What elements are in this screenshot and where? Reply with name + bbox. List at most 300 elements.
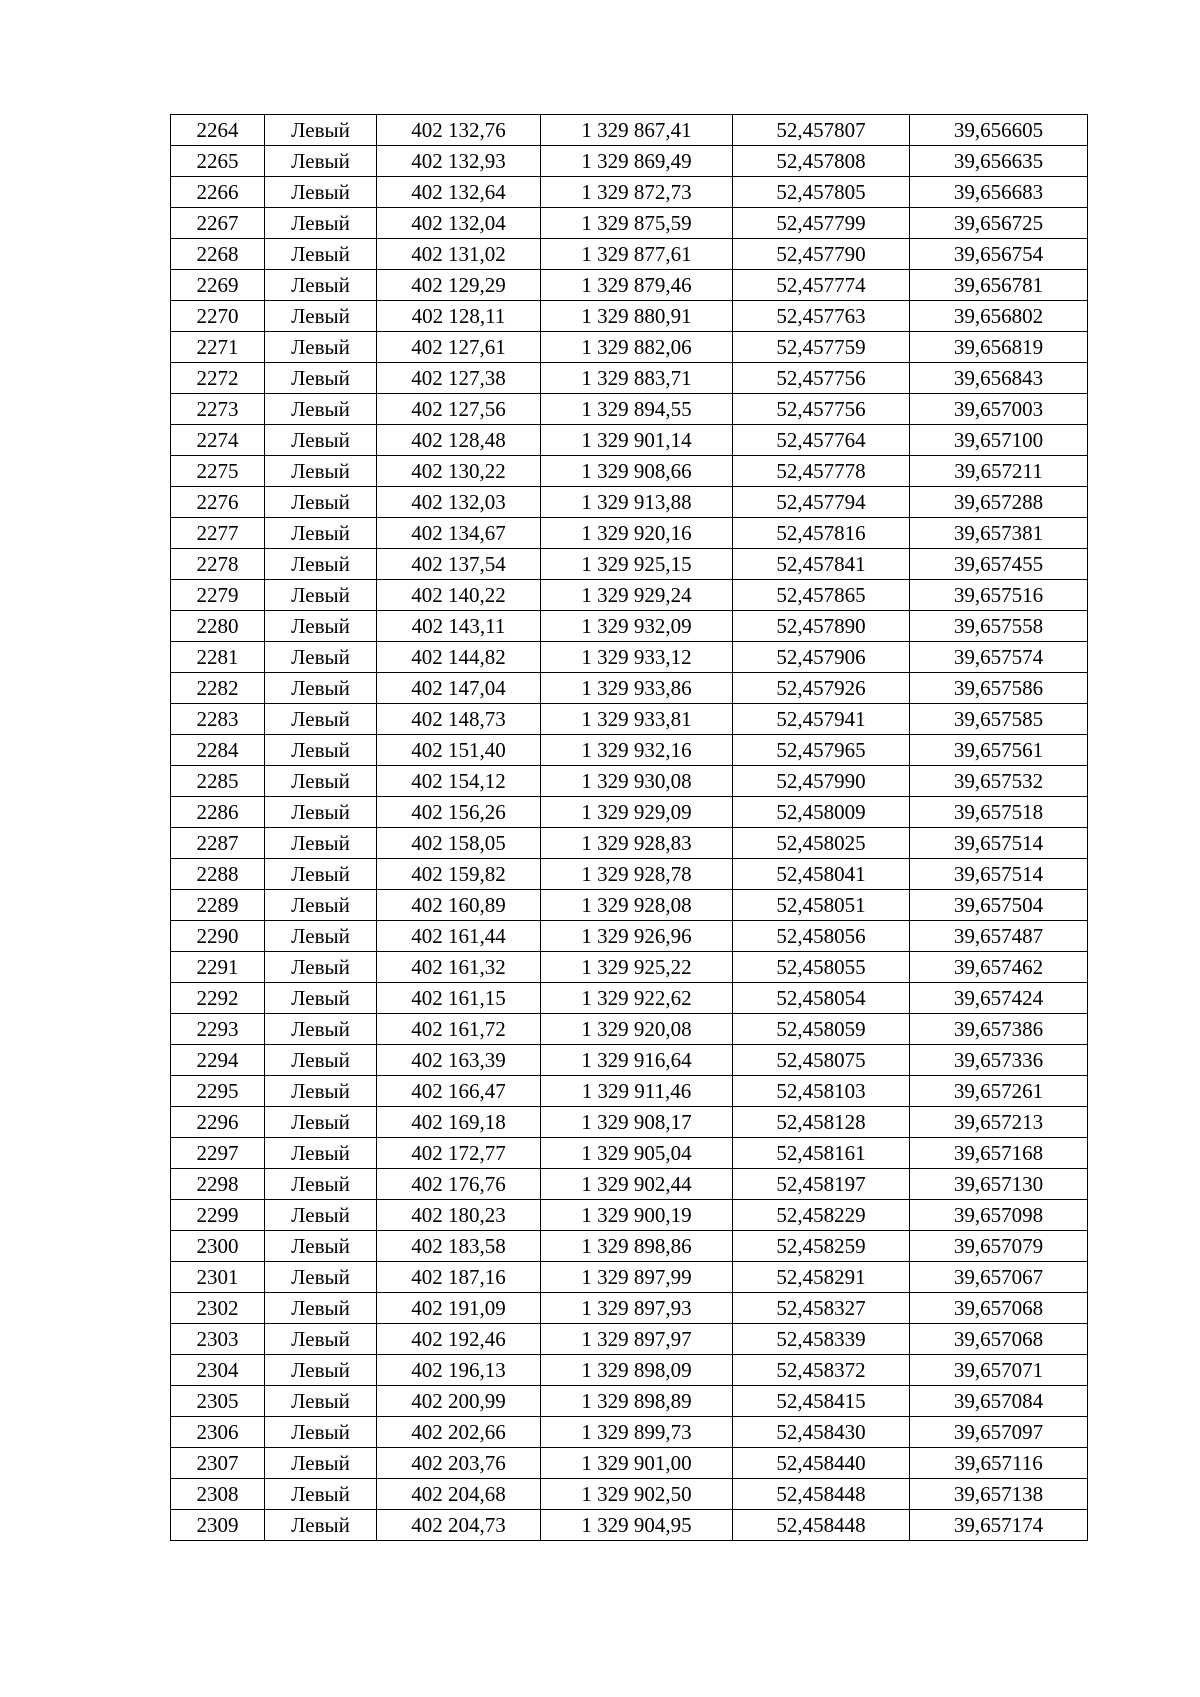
table-row — [171, 115, 1088, 146]
x-coordinate-cell: 402 147,04 — [377, 673, 541, 704]
point-number-cell: 2284 — [171, 735, 265, 766]
x-coordinate-cell: 402 127,61 — [377, 332, 541, 363]
point-number-cell: 2306 — [171, 1417, 265, 1448]
longitude-cell: 39,657003 — [910, 394, 1088, 425]
table-row — [171, 859, 1088, 890]
table-row — [171, 270, 1088, 301]
latitude-cell: 52,457774 — [733, 270, 910, 301]
latitude-cell: 52,458259 — [733, 1231, 910, 1262]
x-coordinate-cell: 402 132,93 — [377, 146, 541, 177]
y-coordinate-cell: 1 329 911,46 — [541, 1076, 733, 1107]
side-cell: Левый — [265, 1386, 377, 1417]
side-cell: Левый — [265, 797, 377, 828]
latitude-cell: 52,457808 — [733, 146, 910, 177]
longitude-cell: 39,657116 — [910, 1448, 1088, 1479]
y-coordinate-cell: 1 329 897,97 — [541, 1324, 733, 1355]
longitude-cell: 39,657585 — [910, 704, 1088, 735]
x-coordinate-cell: 402 130,22 — [377, 456, 541, 487]
latitude-cell: 52,457865 — [733, 580, 910, 611]
y-coordinate-cell: 1 329 916,64 — [541, 1045, 733, 1076]
side-cell: Левый — [265, 425, 377, 456]
longitude-cell: 39,657424 — [910, 983, 1088, 1014]
latitude-cell: 52,457764 — [733, 425, 910, 456]
y-coordinate-cell: 1 329 900,19 — [541, 1200, 733, 1231]
latitude-cell: 52,458448 — [733, 1510, 910, 1541]
table-row — [171, 1262, 1088, 1293]
y-coordinate-cell: 1 329 898,86 — [541, 1231, 733, 1262]
latitude-cell: 52,458128 — [733, 1107, 910, 1138]
side-cell: Левый — [265, 518, 377, 549]
latitude-cell: 52,458372 — [733, 1355, 910, 1386]
latitude-cell: 52,458197 — [733, 1169, 910, 1200]
x-coordinate-cell: 402 192,46 — [377, 1324, 541, 1355]
coordinates-table — [170, 114, 1088, 1541]
point-number-cell: 2278 — [171, 549, 265, 580]
longitude-cell: 39,656754 — [910, 239, 1088, 270]
side-cell: Левый — [265, 1510, 377, 1541]
y-coordinate-cell: 1 329 880,91 — [541, 301, 733, 332]
y-coordinate-cell: 1 329 928,78 — [541, 859, 733, 890]
side-cell: Левый — [265, 1355, 377, 1386]
longitude-cell: 39,657100 — [910, 425, 1088, 456]
point-number-cell: 2275 — [171, 456, 265, 487]
x-coordinate-cell: 402 176,76 — [377, 1169, 541, 1200]
longitude-cell: 39,657211 — [910, 456, 1088, 487]
longitude-cell: 39,657381 — [910, 518, 1088, 549]
x-coordinate-cell: 402 131,02 — [377, 239, 541, 270]
point-number-cell: 2293 — [171, 1014, 265, 1045]
table-row — [171, 766, 1088, 797]
side-cell: Левый — [265, 1417, 377, 1448]
side-cell: Левый — [265, 332, 377, 363]
latitude-cell: 52,457799 — [733, 208, 910, 239]
side-cell: Левый — [265, 208, 377, 239]
latitude-cell: 52,457941 — [733, 704, 910, 735]
y-coordinate-cell: 1 329 877,61 — [541, 239, 733, 270]
table-row — [171, 177, 1088, 208]
point-number-cell: 2267 — [171, 208, 265, 239]
point-number-cell: 2296 — [171, 1107, 265, 1138]
longitude-cell: 39,656635 — [910, 146, 1088, 177]
y-coordinate-cell: 1 329 897,99 — [541, 1262, 733, 1293]
y-coordinate-cell: 1 329 933,81 — [541, 704, 733, 735]
x-coordinate-cell: 402 143,11 — [377, 611, 541, 642]
table-row — [171, 1386, 1088, 1417]
x-coordinate-cell: 402 127,56 — [377, 394, 541, 425]
longitude-cell: 39,657518 — [910, 797, 1088, 828]
latitude-cell: 52,458440 — [733, 1448, 910, 1479]
latitude-cell: 52,458009 — [733, 797, 910, 828]
point-number-cell: 2301 — [171, 1262, 265, 1293]
longitude-cell: 39,657386 — [910, 1014, 1088, 1045]
y-coordinate-cell: 1 329 933,12 — [541, 642, 733, 673]
latitude-cell: 52,458229 — [733, 1200, 910, 1231]
point-number-cell: 2264 — [171, 115, 265, 146]
side-cell: Левый — [265, 1448, 377, 1479]
longitude-cell: 39,657168 — [910, 1138, 1088, 1169]
x-coordinate-cell: 402 159,82 — [377, 859, 541, 890]
x-coordinate-cell: 402 161,72 — [377, 1014, 541, 1045]
x-coordinate-cell: 402 183,58 — [377, 1231, 541, 1262]
latitude-cell: 52,458059 — [733, 1014, 910, 1045]
point-number-cell: 2288 — [171, 859, 265, 890]
y-coordinate-cell: 1 329 905,04 — [541, 1138, 733, 1169]
y-coordinate-cell: 1 329 922,62 — [541, 983, 733, 1014]
side-cell: Левый — [265, 394, 377, 425]
side-cell: Левый — [265, 580, 377, 611]
y-coordinate-cell: 1 329 929,24 — [541, 580, 733, 611]
y-coordinate-cell: 1 329 920,16 — [541, 518, 733, 549]
y-coordinate-cell: 1 329 904,95 — [541, 1510, 733, 1541]
table-row — [171, 611, 1088, 642]
y-coordinate-cell: 1 329 898,09 — [541, 1355, 733, 1386]
y-coordinate-cell: 1 329 925,15 — [541, 549, 733, 580]
side-cell: Левый — [265, 487, 377, 518]
y-coordinate-cell: 1 329 928,08 — [541, 890, 733, 921]
longitude-cell: 39,657561 — [910, 735, 1088, 766]
x-coordinate-cell: 402 134,67 — [377, 518, 541, 549]
y-coordinate-cell: 1 329 899,73 — [541, 1417, 733, 1448]
side-cell: Левый — [265, 301, 377, 332]
latitude-cell: 52,457816 — [733, 518, 910, 549]
table-row — [171, 363, 1088, 394]
longitude-cell: 39,657516 — [910, 580, 1088, 611]
y-coordinate-cell: 1 329 930,08 — [541, 766, 733, 797]
y-coordinate-cell: 1 329 872,73 — [541, 177, 733, 208]
side-cell: Левый — [265, 766, 377, 797]
table-row — [171, 1138, 1088, 1169]
side-cell: Левый — [265, 239, 377, 270]
side-cell: Левый — [265, 952, 377, 983]
x-coordinate-cell: 402 140,22 — [377, 580, 541, 611]
y-coordinate-cell: 1 329 879,46 — [541, 270, 733, 301]
x-coordinate-cell: 402 191,09 — [377, 1293, 541, 1324]
longitude-cell: 39,656843 — [910, 363, 1088, 394]
latitude-cell: 52,458041 — [733, 859, 910, 890]
x-coordinate-cell: 402 172,77 — [377, 1138, 541, 1169]
latitude-cell: 52,457990 — [733, 766, 910, 797]
latitude-cell: 52,457965 — [733, 735, 910, 766]
x-coordinate-cell: 402 161,15 — [377, 983, 541, 1014]
latitude-cell: 52,457759 — [733, 332, 910, 363]
longitude-cell: 39,657586 — [910, 673, 1088, 704]
longitude-cell: 39,657336 — [910, 1045, 1088, 1076]
x-coordinate-cell: 402 200,99 — [377, 1386, 541, 1417]
y-coordinate-cell: 1 329 913,88 — [541, 487, 733, 518]
x-coordinate-cell: 402 154,12 — [377, 766, 541, 797]
latitude-cell: 52,457778 — [733, 456, 910, 487]
side-cell: Левый — [265, 611, 377, 642]
point-number-cell: 2309 — [171, 1510, 265, 1541]
side-cell: Левый — [265, 890, 377, 921]
x-coordinate-cell: 402 161,32 — [377, 952, 541, 983]
point-number-cell: 2274 — [171, 425, 265, 456]
point-number-cell: 2295 — [171, 1076, 265, 1107]
point-number-cell: 2282 — [171, 673, 265, 704]
x-coordinate-cell: 402 158,05 — [377, 828, 541, 859]
latitude-cell: 52,458075 — [733, 1045, 910, 1076]
latitude-cell: 52,458327 — [733, 1293, 910, 1324]
y-coordinate-cell: 1 329 882,06 — [541, 332, 733, 363]
point-number-cell: 2281 — [171, 642, 265, 673]
latitude-cell: 52,457807 — [733, 115, 910, 146]
longitude-cell: 39,657487 — [910, 921, 1088, 952]
table-row — [171, 797, 1088, 828]
table-row — [171, 1510, 1088, 1541]
table-row — [171, 208, 1088, 239]
table-row — [171, 239, 1088, 270]
latitude-cell: 52,458055 — [733, 952, 910, 983]
x-coordinate-cell: 402 144,82 — [377, 642, 541, 673]
x-coordinate-cell: 402 160,89 — [377, 890, 541, 921]
x-coordinate-cell: 402 137,54 — [377, 549, 541, 580]
x-coordinate-cell: 402 180,23 — [377, 1200, 541, 1231]
side-cell: Левый — [265, 1231, 377, 1262]
point-number-cell: 2272 — [171, 363, 265, 394]
table-row — [171, 1231, 1088, 1262]
x-coordinate-cell: 402 128,11 — [377, 301, 541, 332]
table-row — [171, 146, 1088, 177]
table-row — [171, 301, 1088, 332]
table-row — [171, 828, 1088, 859]
side-cell: Левый — [265, 642, 377, 673]
table-row — [171, 1014, 1088, 1045]
longitude-cell: 39,657079 — [910, 1231, 1088, 1262]
x-coordinate-cell: 402 156,26 — [377, 797, 541, 828]
side-cell: Левый — [265, 673, 377, 704]
table-row — [171, 1200, 1088, 1231]
side-cell: Левый — [265, 1014, 377, 1045]
x-coordinate-cell: 402 132,04 — [377, 208, 541, 239]
point-number-cell: 2289 — [171, 890, 265, 921]
point-number-cell: 2269 — [171, 270, 265, 301]
table-row — [171, 1076, 1088, 1107]
table-row — [171, 642, 1088, 673]
side-cell: Левый — [265, 363, 377, 394]
latitude-cell: 52,457756 — [733, 363, 910, 394]
point-number-cell: 2290 — [171, 921, 265, 952]
longitude-cell: 39,657097 — [910, 1417, 1088, 1448]
y-coordinate-cell: 1 329 926,96 — [541, 921, 733, 952]
longitude-cell: 39,657068 — [910, 1324, 1088, 1355]
side-cell: Левый — [265, 1262, 377, 1293]
latitude-cell: 52,458291 — [733, 1262, 910, 1293]
table-row — [171, 1355, 1088, 1386]
table-row — [171, 921, 1088, 952]
table-row — [171, 704, 1088, 735]
side-cell: Левый — [265, 921, 377, 952]
longitude-cell: 39,657455 — [910, 549, 1088, 580]
latitude-cell: 52,458339 — [733, 1324, 910, 1355]
side-cell: Левый — [265, 828, 377, 859]
table-row — [171, 673, 1088, 704]
y-coordinate-cell: 1 329 908,66 — [541, 456, 733, 487]
x-coordinate-cell: 402 127,38 — [377, 363, 541, 394]
point-number-cell: 2286 — [171, 797, 265, 828]
table-row — [171, 952, 1088, 983]
longitude-cell: 39,656781 — [910, 270, 1088, 301]
y-coordinate-cell: 1 329 933,86 — [541, 673, 733, 704]
point-number-cell: 2285 — [171, 766, 265, 797]
point-number-cell: 2308 — [171, 1479, 265, 1510]
latitude-cell: 52,458025 — [733, 828, 910, 859]
x-coordinate-cell: 402 203,76 — [377, 1448, 541, 1479]
y-coordinate-cell: 1 329 932,09 — [541, 611, 733, 642]
longitude-cell: 39,657084 — [910, 1386, 1088, 1417]
y-coordinate-cell: 1 329 897,93 — [541, 1293, 733, 1324]
latitude-cell: 52,457763 — [733, 301, 910, 332]
side-cell: Левый — [265, 270, 377, 301]
longitude-cell: 39,657532 — [910, 766, 1088, 797]
x-coordinate-cell: 402 202,66 — [377, 1417, 541, 1448]
point-number-cell: 2304 — [171, 1355, 265, 1386]
table-row — [171, 1107, 1088, 1138]
longitude-cell: 39,656802 — [910, 301, 1088, 332]
point-number-cell: 2279 — [171, 580, 265, 611]
x-coordinate-cell: 402 163,39 — [377, 1045, 541, 1076]
side-cell: Левый — [265, 1293, 377, 1324]
y-coordinate-cell: 1 329 883,71 — [541, 363, 733, 394]
x-coordinate-cell: 402 148,73 — [377, 704, 541, 735]
x-coordinate-cell: 402 196,13 — [377, 1355, 541, 1386]
side-cell: Левый — [265, 177, 377, 208]
longitude-cell: 39,657138 — [910, 1479, 1088, 1510]
point-number-cell: 2283 — [171, 704, 265, 735]
table-row — [171, 487, 1088, 518]
table-row — [171, 1417, 1088, 1448]
table-row — [171, 1479, 1088, 1510]
side-cell: Левый — [265, 1045, 377, 1076]
y-coordinate-cell: 1 329 932,16 — [541, 735, 733, 766]
latitude-cell: 52,457890 — [733, 611, 910, 642]
x-coordinate-cell: 402 161,44 — [377, 921, 541, 952]
point-number-cell: 2277 — [171, 518, 265, 549]
point-number-cell: 2271 — [171, 332, 265, 363]
latitude-cell: 52,457841 — [733, 549, 910, 580]
latitude-cell: 52,458430 — [733, 1417, 910, 1448]
x-coordinate-cell: 402 128,48 — [377, 425, 541, 456]
table-row — [171, 1045, 1088, 1076]
latitude-cell: 52,457794 — [733, 487, 910, 518]
x-coordinate-cell: 402 204,73 — [377, 1510, 541, 1541]
table-row — [171, 580, 1088, 611]
longitude-cell: 39,657130 — [910, 1169, 1088, 1200]
point-number-cell: 2266 — [171, 177, 265, 208]
latitude-cell: 52,457790 — [733, 239, 910, 270]
longitude-cell: 39,657098 — [910, 1200, 1088, 1231]
table-row — [171, 332, 1088, 363]
y-coordinate-cell: 1 329 867,41 — [541, 115, 733, 146]
point-number-cell: 2298 — [171, 1169, 265, 1200]
latitude-cell: 52,457805 — [733, 177, 910, 208]
table-row — [171, 394, 1088, 425]
latitude-cell: 52,458415 — [733, 1386, 910, 1417]
longitude-cell: 39,657174 — [910, 1510, 1088, 1541]
table-row — [171, 735, 1088, 766]
latitude-cell: 52,458103 — [733, 1076, 910, 1107]
latitude-cell: 52,458448 — [733, 1479, 910, 1510]
table-row — [171, 983, 1088, 1014]
side-cell: Левый — [265, 1479, 377, 1510]
longitude-cell: 39,657067 — [910, 1262, 1088, 1293]
side-cell: Левый — [265, 549, 377, 580]
x-coordinate-cell: 402 132,64 — [377, 177, 541, 208]
point-number-cell: 2307 — [171, 1448, 265, 1479]
latitude-cell: 52,457906 — [733, 642, 910, 673]
point-number-cell: 2270 — [171, 301, 265, 332]
point-number-cell: 2303 — [171, 1324, 265, 1355]
y-coordinate-cell: 1 329 902,44 — [541, 1169, 733, 1200]
y-coordinate-cell: 1 329 902,50 — [541, 1479, 733, 1510]
table-row — [171, 549, 1088, 580]
y-coordinate-cell: 1 329 929,09 — [541, 797, 733, 828]
y-coordinate-cell: 1 329 901,00 — [541, 1448, 733, 1479]
point-number-cell: 2300 — [171, 1231, 265, 1262]
x-coordinate-cell: 402 132,76 — [377, 115, 541, 146]
point-number-cell: 2297 — [171, 1138, 265, 1169]
side-cell: Левый — [265, 146, 377, 177]
side-cell: Левый — [265, 1138, 377, 1169]
point-number-cell: 2265 — [171, 146, 265, 177]
point-number-cell: 2294 — [171, 1045, 265, 1076]
y-coordinate-cell: 1 329 894,55 — [541, 394, 733, 425]
table-row — [171, 890, 1088, 921]
longitude-cell: 39,657068 — [910, 1293, 1088, 1324]
longitude-cell: 39,657288 — [910, 487, 1088, 518]
longitude-cell: 39,657514 — [910, 859, 1088, 890]
point-number-cell: 2273 — [171, 394, 265, 425]
longitude-cell: 39,657261 — [910, 1076, 1088, 1107]
point-number-cell: 2291 — [171, 952, 265, 983]
y-coordinate-cell: 1 329 875,59 — [541, 208, 733, 239]
latitude-cell: 52,457926 — [733, 673, 910, 704]
y-coordinate-cell: 1 329 869,49 — [541, 146, 733, 177]
longitude-cell: 39,657071 — [910, 1355, 1088, 1386]
side-cell: Левый — [265, 983, 377, 1014]
x-coordinate-cell: 402 187,16 — [377, 1262, 541, 1293]
longitude-cell: 39,657558 — [910, 611, 1088, 642]
longitude-cell: 39,657504 — [910, 890, 1088, 921]
side-cell: Левый — [265, 1107, 377, 1138]
latitude-cell: 52,458056 — [733, 921, 910, 952]
longitude-cell: 39,657574 — [910, 642, 1088, 673]
x-coordinate-cell: 402 169,18 — [377, 1107, 541, 1138]
side-cell: Левый — [265, 1324, 377, 1355]
table-row — [171, 1293, 1088, 1324]
table-row — [171, 518, 1088, 549]
y-coordinate-cell: 1 329 920,08 — [541, 1014, 733, 1045]
y-coordinate-cell: 1 329 898,89 — [541, 1386, 733, 1417]
latitude-cell: 52,457756 — [733, 394, 910, 425]
longitude-cell: 39,656683 — [910, 177, 1088, 208]
longitude-cell: 39,657514 — [910, 828, 1088, 859]
side-cell: Левый — [265, 456, 377, 487]
longitude-cell: 39,656605 — [910, 115, 1088, 146]
table-row — [171, 1448, 1088, 1479]
point-number-cell: 2292 — [171, 983, 265, 1014]
side-cell: Левый — [265, 1169, 377, 1200]
table-row — [171, 456, 1088, 487]
x-coordinate-cell: 402 204,68 — [377, 1479, 541, 1510]
side-cell: Левый — [265, 859, 377, 890]
x-coordinate-cell: 402 166,47 — [377, 1076, 541, 1107]
y-coordinate-cell: 1 329 925,22 — [541, 952, 733, 983]
latitude-cell: 52,458051 — [733, 890, 910, 921]
point-number-cell: 2302 — [171, 1293, 265, 1324]
point-number-cell: 2280 — [171, 611, 265, 642]
x-coordinate-cell: 402 129,29 — [377, 270, 541, 301]
point-number-cell: 2276 — [171, 487, 265, 518]
